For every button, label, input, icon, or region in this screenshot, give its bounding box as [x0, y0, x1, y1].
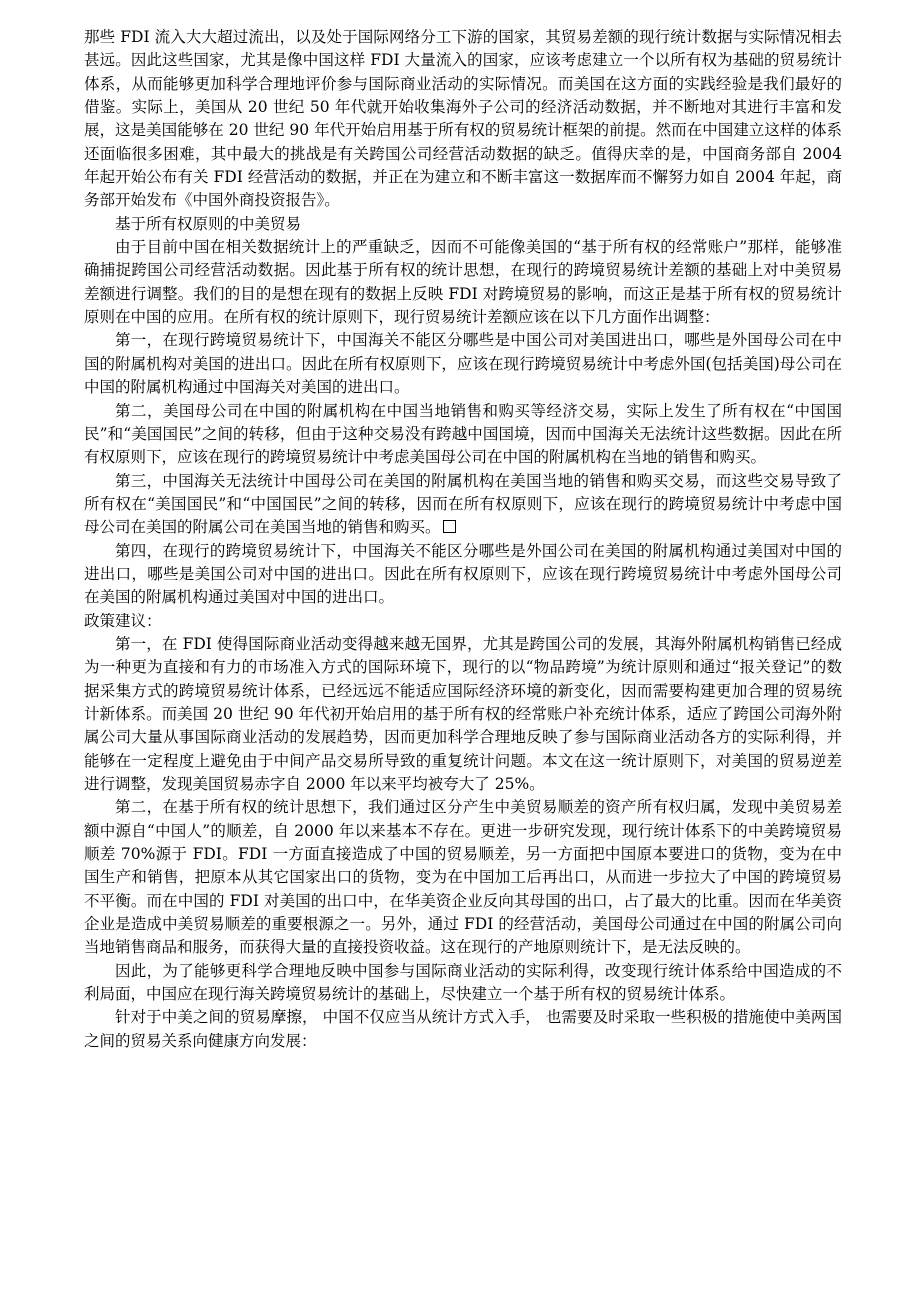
paragraph-adjustment-third-text: 第三，中国海关无法统计中国母公司在美国的附属机构在美国当地的销售和购买交易，而这些交易导致了所有权在“美国国民”和“中国国民”之间的转移，因而在所有权原则下，应该在现行的跨境贸易统计中考虑中国母公司在美国的附属公司在美国当地的销售和购买。	[84, 471, 842, 537]
paragraph-adjustment-first: 第一，在现行跨境贸易统计下，中国海关不能区分哪些是中国公司对美国进出口，哪些是外国母公司在中国的附属机构对美国的进出口。因此在所有权原则下，应该在现行跨境贸易统计中考虑外国(包括美国)母公司在中国的附属机构通过中国海关对美国的进出口。	[84, 331, 842, 397]
paragraph-policy-first: 第一，在 FDI 使得国际商业活动变得越来越无国界，尤其是跨国公司的发展，其海外附属机构销售已经成为一种更为直接和有力的市场准入方式的国际环境下，现行的以“物品跨境”为统计原则和通过“报关登记”的数据采集方式的跨境贸易统计体系，已经远远不能适应国际经济环境的新变化，因而需要构建更加合理的贸易统计新体系。而美国 20 世纪 90 年代初开始启用的基于所有权的经常账户补充统计体系，适应了跨国公司海外附属公司大量从事国际商业活动的发展趋势，因而更加科学合理地反映了参与国际商业活动各方的实际利得，并能够在一定程度上避免由于中间产品交易所导致的重复统计问题。本文在这一统计原则下，对美国的贸易逆差进行调整，发现美国贸易赤字自 2000 年以来平均被夸大了 25%。	[84, 634, 842, 793]
paragraph-adjustment-intro: 由于目前中国在相关数据统计上的严重缺乏，因而不可能像美国的“基于所有权的经常账户”那样，能够准确捕捉跨国公司经营活动数据。因此基于所有权的统计思想，在现行的跨境贸易统计差额的基础上对中美贸易差额进行调整。我们的目的是想在现有的数据上反映 FDI 对跨境贸易的影响，而这正是基于所有权的贸易统计原则在中国的应用。在所有权的统计原则下，现行贸易统计差额应该在以下几方面作出调整：	[84, 238, 842, 327]
paragraph-conclusion: 因此，为了能够更科学合理地反映中国参与国际商业活动的实际利得，改变现行统计体系给中国造成的不利局面，中国应在现行海关跨境贸易统计的基础上，尽快建立一个基于所有权的贸易统计体系。	[84, 961, 842, 1004]
document-page	[84, 26, 842, 1053]
paragraph-policy-second: 第二，在基于所有权的统计思想下，我们通过区分产生中美贸易顺差的资产所有权归属，发现中美贸易差额中源自“中国人”的顺差，自 2000 年以来基本不存在。更进一步研究发现，现行统计体系下的中美跨境贸易顺差 70%源于 FDI。FDI 一方面直接造成了中国的贸易顺差，另一方面把中国原本要进口的货物，变为在中国生产和销售，把原本从其它国家出口的货物，变为在中国加工后再出口，从而进一步拉大了中国的跨境贸易不平衡。而在中国的 FDI 对美国的出口中，在华美资企业反向其母国的出口，占了最大的比重。因而在华美资企业是造成中美贸易顺差的重要根源之一。另外，通过 FDI 的经营活动，美国母公司通过在中国的附属公司向当地销售商品和服务，而获得大量的直接投资收益。这在现行的产地原则统计下，是无法反映的。	[84, 798, 842, 957]
checkbox-glyph-icon	[443, 520, 456, 533]
paragraph-intro: 那些 FDI 流入大大超过流出，以及处于国际网络分工下游的国家，其贸易差额的现行统计数据与实际情况相去甚远。因此这些国家，尤其是像中国这样 FDI 大量流入的国家，应该考虑建立一个以所有权为基础的贸易统计体系，从而能够更加科学合理地评价参与国际商业活动的实际情况。而美国在这方面的实践经验是我们最好的借鉴。实际上，美国从 20 世纪 50 年代就开始收集海外子公司的经济活动数据，并不断地对其进行丰富和发展，这是美国能够在 20 世纪 90 年代开始启用基于所有权的贸易统计框架的前提。然而在中国建立这样的体系还面临很多困难，其中最大的挑战是有关跨国公司经营活动数据的缺乏。值得庆幸的是，中国商务部自 2004 年起开始公布有关 FDI 经营活动的数据，并正在为建立和不断丰富这一数据库而不懈努力如自 2004 年起，商务部开始发布《中国外商投资报告》。	[84, 28, 842, 210]
paragraph-adjustment-second: 第二，美国母公司在中国的附属机构在中国当地销售和购买等经济交易，实际上发生了所有权在“中国国民”和“美国国民”之间的转移，但由于这种交易没有跨越中国国境，因而中国海关无法统计这些数据。因此在所有权原则下，应该在现行的跨境贸易统计中考虑美国母公司在中国的附属机构在当地的销售和购买。	[84, 401, 842, 467]
section-heading-policy: 政策建议：	[84, 611, 162, 630]
section-heading-ownership-trade: 基于所有权原则的中美贸易	[115, 214, 302, 233]
paragraph-adjustment-third	[84, 470, 842, 540]
paragraph-trade-friction: 针对于中美之间的贸易摩擦， 中国不仅应当从统计方式入手， 也需要及时采取一些积极的措施使中美两国之间的贸易关系向健康方向发展：	[84, 1008, 842, 1050]
paragraph-adjustment-fourth: 第四，在现行的跨境贸易统计下，中国海关不能区分哪些是外国公司在美国的附属机构通过美国对中国的进出口，哪些是美国公司对中国的进出口。因此在所有权原则下，应该在现行跨境贸易统计中考虑外国母公司在美国的附属机构通过美国对中国的进出口。	[84, 541, 842, 607]
